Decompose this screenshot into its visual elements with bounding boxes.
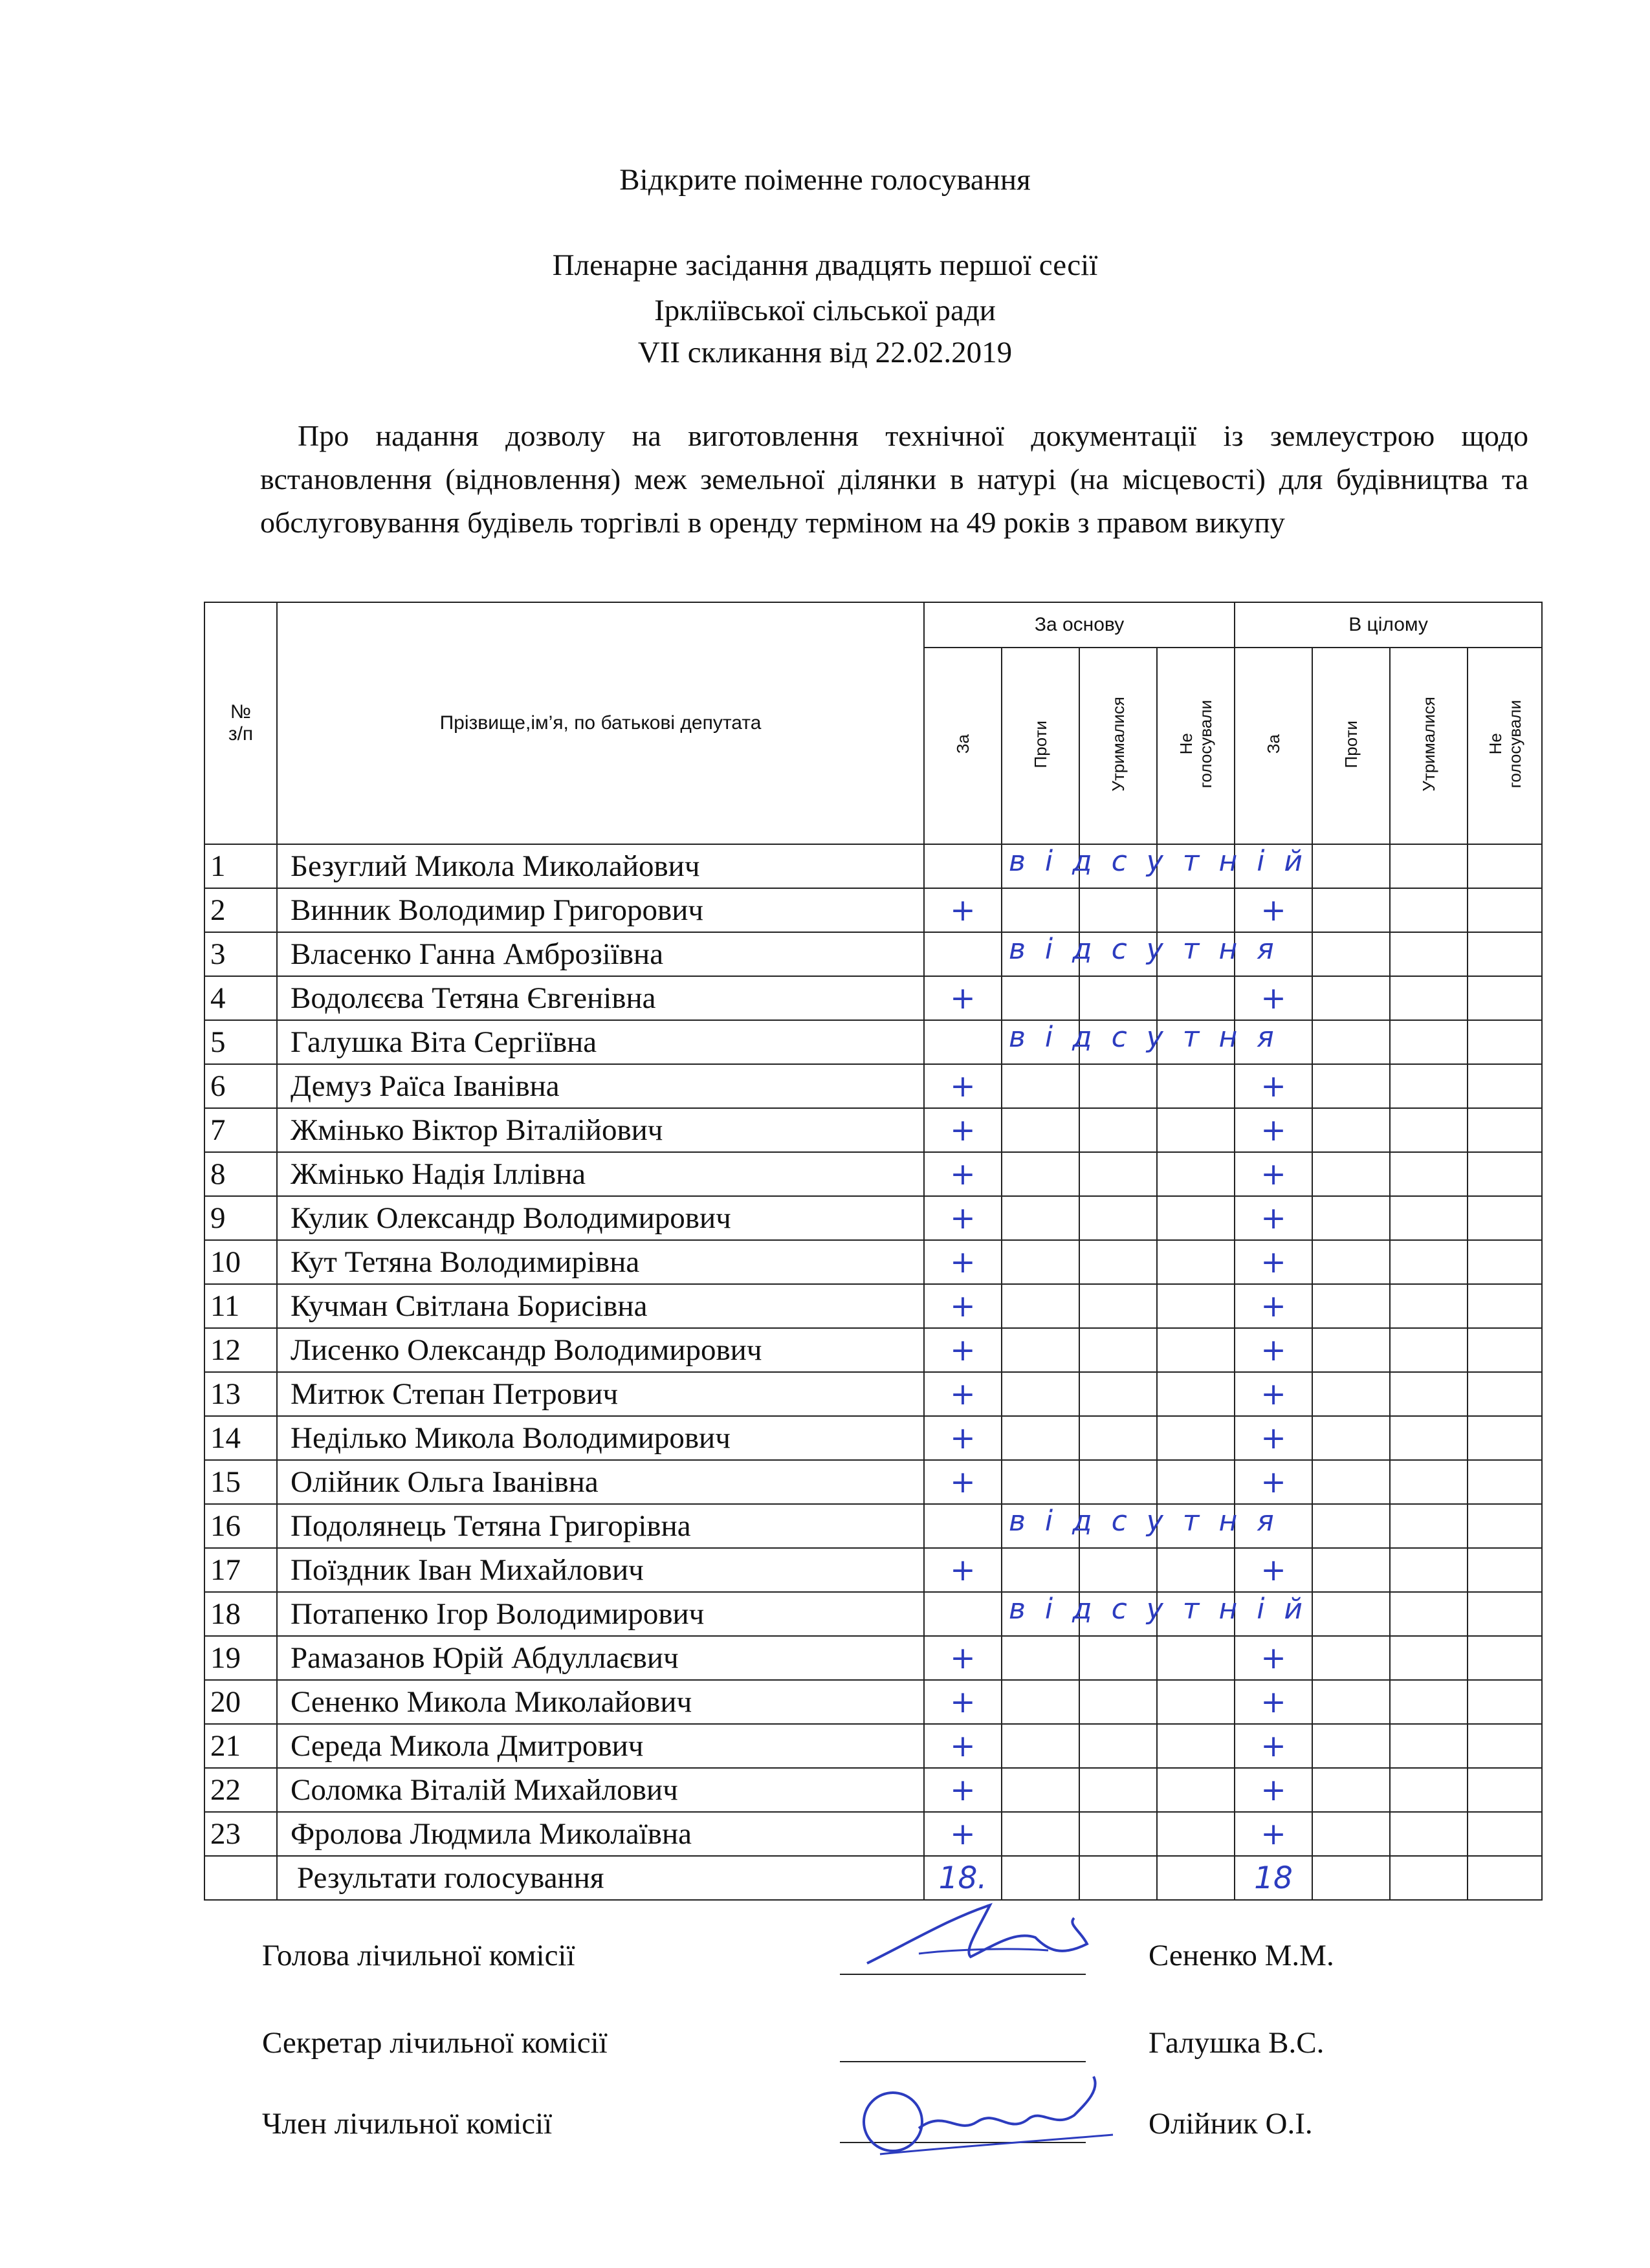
vote-against-basis	[1002, 888, 1079, 932]
chair-name: Сененко М.М.	[1149, 1939, 1334, 1972]
vote-for-basis: +	[924, 1768, 1002, 1812]
vote-against-basis	[1002, 1196, 1079, 1240]
vote-not-voted-whole	[1468, 1768, 1542, 1812]
vote-not-voted-whole	[1468, 1460, 1542, 1504]
session-header: Пленарне засідання двадцять першої сесії	[552, 248, 1098, 282]
vote-not-voted-whole	[1468, 1680, 1542, 1724]
vote-for-basis	[924, 1020, 1293, 1064]
vote-against-whole	[1312, 1548, 1390, 1592]
vote-against-whole	[1312, 1504, 1390, 1548]
vote-not-voted-whole	[1468, 1548, 1542, 1592]
signature-member	[0, 2099, 1650, 2164]
vote-abstain-basis	[1079, 1152, 1157, 1196]
table-row	[204, 1328, 1542, 1372]
vote-abstain-basis	[1079, 1548, 1157, 1592]
table-row	[204, 1636, 1542, 1680]
table-row	[204, 1548, 1542, 1592]
vote-against-whole	[1312, 1592, 1390, 1636]
vote-not-voted-whole	[1468, 1504, 1542, 1548]
vote-against-whole	[1312, 1284, 1390, 1328]
table-row	[204, 1812, 1542, 1856]
council-name: Ірклiївської сільської ради	[654, 294, 996, 327]
vote-abstain-basis	[1079, 1812, 1157, 1856]
vote-not-voted-basis	[1157, 1636, 1235, 1680]
table-row	[204, 1064, 1542, 1108]
vote-not-voted-whole	[1468, 844, 1542, 888]
secretary-role: Секретар лічильної комісії	[262, 2026, 608, 2060]
deputy-name: Галушка Віта Сергіївна	[277, 1020, 924, 1064]
vote-abstain-basis	[1079, 1416, 1157, 1460]
vote-table	[204, 602, 1543, 1901]
vote-not-voted-basis	[1157, 1724, 1235, 1768]
row-number: 19	[204, 1636, 277, 1680]
vote-against-whole	[1312, 1768, 1390, 1812]
row-number: 2	[204, 888, 277, 932]
vote-against-basis	[1002, 1724, 1079, 1768]
vote-for-basis	[924, 932, 1293, 976]
vote-against-whole	[1312, 888, 1390, 932]
vote-abstain-whole	[1390, 888, 1468, 932]
vote-against-basis	[1002, 976, 1079, 1020]
subheader-against-whole: Проти	[1312, 648, 1390, 844]
vote-for-whole: +	[1235, 976, 1312, 1020]
vote-against-whole	[1312, 1812, 1390, 1856]
member-signature-scribble	[841, 2064, 1139, 2167]
vote-against-basis	[1002, 1152, 1079, 1196]
row-number: 11	[204, 1284, 277, 1328]
result-for-basis: 18.	[924, 1856, 1002, 1900]
vote-for-whole: +	[1235, 1548, 1312, 1592]
subheader-not-voted-basis: Не голосували	[1157, 648, 1235, 844]
row-number: 21	[204, 1724, 277, 1768]
vote-against-basis	[1002, 1460, 1079, 1504]
table-row	[204, 932, 1542, 976]
table-row	[204, 1372, 1542, 1416]
vote-for-whole: +	[1235, 1328, 1312, 1372]
vote-for-basis: +	[924, 1284, 1002, 1328]
table-row	[204, 888, 1542, 932]
row-number: 13	[204, 1372, 277, 1416]
vote-abstain-basis	[1079, 1108, 1157, 1152]
deputy-name: Подолянець Тетяна Григорівна	[277, 1504, 924, 1548]
vote-against-whole	[1312, 1240, 1390, 1284]
row-number: 16	[204, 1504, 277, 1548]
vote-abstain-whole	[1390, 1680, 1468, 1724]
vote-not-voted-whole	[1468, 1108, 1542, 1152]
deputy-name: Неділько Микола Володимирович	[277, 1416, 924, 1460]
vote-not-voted-basis	[1157, 888, 1235, 932]
vote-abstain-basis	[1079, 1284, 1157, 1328]
deputy-name: Середа Микола Дмитрович	[277, 1724, 924, 1768]
vote-not-voted-whole	[1468, 888, 1542, 932]
vote-abstain-whole	[1390, 1284, 1468, 1328]
absent-note: відсутня	[1009, 933, 1293, 966]
result-not-voted-basis	[1157, 1856, 1235, 1900]
member-name: Олійник О.І.	[1149, 2107, 1313, 2141]
absent-note: відсутній	[1009, 845, 1323, 878]
deputy-name: Власенко Ганна Амброзіївна	[277, 932, 924, 976]
result-label: Результати голосування	[277, 1856, 924, 1900]
vote-for-whole: +	[1235, 1460, 1312, 1504]
row-number: 1	[204, 844, 277, 888]
deputy-name: Жмінько Надія Іллівна	[277, 1152, 924, 1196]
table-row	[204, 1240, 1542, 1284]
vote-for-basis: +	[924, 888, 1002, 932]
vote-not-voted-basis	[1157, 1812, 1235, 1856]
vote-against-basis	[1002, 1240, 1079, 1284]
deputy-name: Кут Тетяна Володимирівна	[277, 1240, 924, 1284]
table-row	[204, 1196, 1542, 1240]
subheader-abstain-basis: Утрималися	[1079, 648, 1157, 844]
vote-against-basis	[1002, 1328, 1079, 1372]
subheader-for-whole: За	[1235, 648, 1312, 844]
vote-for-basis: +	[924, 1416, 1002, 1460]
deputy-name: Кучман Світлана Борисівна	[277, 1284, 924, 1328]
vote-not-voted-basis	[1157, 1284, 1235, 1328]
table-row	[204, 1680, 1542, 1724]
deputy-name: Безуглий Микола Миколайович	[277, 844, 924, 888]
vote-abstain-whole	[1390, 1548, 1468, 1592]
vote-abstain-whole	[1390, 1108, 1468, 1152]
vote-abstain-whole	[1390, 1372, 1468, 1416]
deputy-name: Жмінько Віктор Віталійович	[277, 1108, 924, 1152]
subheader-not-voted-whole: Не голосували	[1468, 648, 1542, 844]
vote-for-whole: +	[1235, 1064, 1312, 1108]
table-row	[204, 1284, 1542, 1328]
vote-for-whole: +	[1235, 1284, 1312, 1328]
signature-secretary	[0, 2018, 1650, 2083]
row-number: 5	[204, 1020, 277, 1064]
vote-not-voted-whole	[1468, 1020, 1542, 1064]
vote-abstain-basis	[1079, 888, 1157, 932]
vote-abstain-basis	[1079, 976, 1157, 1020]
vote-against-basis	[1002, 1064, 1079, 1108]
vote-abstain-basis	[1079, 1064, 1157, 1108]
document-title: Відкрите поіменне голосування	[619, 163, 1031, 197]
vote-for-whole: +	[1235, 888, 1312, 932]
vote-not-voted-whole	[1468, 1328, 1542, 1372]
vote-abstain-whole	[1390, 1064, 1468, 1108]
vote-abstain-whole	[1390, 1812, 1468, 1856]
vote-for-basis: +	[924, 1636, 1002, 1680]
vote-not-voted-whole	[1468, 1196, 1542, 1240]
table-row	[204, 1416, 1542, 1460]
row-number: 15	[204, 1460, 277, 1504]
vote-not-voted-whole	[1468, 1416, 1542, 1460]
vote-for-basis	[924, 1592, 1323, 1636]
absent-note: відсутня	[1009, 1505, 1293, 1538]
deputy-name: Поїздник Іван Михайлович	[277, 1548, 924, 1592]
vote-against-whole	[1312, 1020, 1390, 1064]
vote-abstain-whole	[1390, 1020, 1468, 1064]
deputy-name: Лисенко Олександр Володимирович	[277, 1328, 924, 1372]
column-header-name: Прізвище,ім’я, по батькові депутата	[277, 602, 924, 844]
result-for-whole: 18	[1235, 1856, 1312, 1900]
row-number: 8	[204, 1152, 277, 1196]
vote-not-voted-basis	[1157, 1768, 1235, 1812]
row-number: 14	[204, 1416, 277, 1460]
chair-signature-scribble	[841, 1892, 1139, 1983]
vote-not-voted-basis	[1157, 1064, 1235, 1108]
row-number: 9	[204, 1196, 277, 1240]
vote-not-voted-whole	[1468, 1812, 1542, 1856]
vote-not-voted-basis	[1157, 1328, 1235, 1372]
vote-for-whole: +	[1235, 1636, 1312, 1680]
row-number: 22	[204, 1768, 277, 1812]
table-row	[204, 1768, 1542, 1812]
group-header-basis: За основу	[924, 602, 1235, 648]
vote-for-basis: +	[924, 1724, 1002, 1768]
vote-abstain-whole	[1390, 1504, 1468, 1548]
vote-for-basis: +	[924, 1812, 1002, 1856]
vote-for-basis: +	[924, 1548, 1002, 1592]
vote-abstain-basis	[1079, 1460, 1157, 1504]
vote-abstain-whole	[1390, 1636, 1468, 1680]
vote-abstain-whole	[1390, 1768, 1468, 1812]
vote-against-whole	[1312, 1108, 1390, 1152]
vote-not-voted-whole	[1468, 1636, 1542, 1680]
vote-abstain-basis	[1079, 1196, 1157, 1240]
table-row	[204, 1592, 1542, 1636]
member-role: Член лічильної комісії	[262, 2107, 553, 2141]
vote-against-basis	[1002, 1636, 1079, 1680]
vote-against-basis	[1002, 1372, 1079, 1416]
vote-abstain-whole	[1390, 1328, 1468, 1372]
vote-for-basis: +	[924, 1108, 1002, 1152]
result-not-voted-whole	[1468, 1856, 1542, 1900]
vote-not-voted-basis	[1157, 1416, 1235, 1460]
row-number: 12	[204, 1328, 277, 1372]
secretary-name: Галушка В.С.	[1149, 2026, 1325, 2060]
deputy-name: Водолєєва Тетяна Євгенівна	[277, 976, 924, 1020]
vote-for-whole: +	[1235, 1108, 1312, 1152]
vote-for-basis: +	[924, 1372, 1002, 1416]
row-number: 7	[204, 1108, 277, 1152]
deputy-name: Фролова Людмила Миколаївна	[277, 1812, 924, 1856]
column-header-number: № з/п	[204, 602, 277, 844]
vote-abstain-basis	[1079, 1636, 1157, 1680]
vote-not-voted-whole	[1468, 976, 1542, 1020]
table-row	[204, 1108, 1542, 1152]
vote-against-whole	[1312, 1196, 1390, 1240]
vote-abstain-basis	[1079, 1372, 1157, 1416]
vote-for-whole: +	[1235, 1724, 1312, 1768]
vote-abstain-whole	[1390, 932, 1468, 976]
vote-abstain-whole	[1390, 1592, 1468, 1636]
vote-for-basis: +	[924, 1460, 1002, 1504]
vote-not-voted-basis	[1157, 1196, 1235, 1240]
deputy-name: Демуз Раїса Іванівна	[277, 1064, 924, 1108]
vote-against-whole	[1312, 1152, 1390, 1196]
vote-abstain-basis	[1079, 1680, 1157, 1724]
vote-for-whole: +	[1235, 1416, 1312, 1460]
deputy-name: Кулик Олександр Володимирович	[277, 1196, 924, 1240]
vote-against-basis	[1002, 1680, 1079, 1724]
deputy-name: Винник Володимир Григорович	[277, 888, 924, 932]
table-row	[204, 976, 1542, 1020]
vote-against-whole	[1312, 932, 1390, 976]
vote-not-voted-whole	[1468, 1372, 1542, 1416]
vote-not-voted-whole	[1468, 1724, 1542, 1768]
deputy-name: Олійник Ольга Іванівна	[277, 1460, 924, 1504]
vote-not-voted-basis	[1157, 1152, 1235, 1196]
result-against-whole	[1312, 1856, 1390, 1900]
vote-abstain-basis	[1079, 1768, 1157, 1812]
vote-for-basis: +	[924, 1152, 1002, 1196]
vote-not-voted-basis	[1157, 976, 1235, 1020]
table-row	[204, 1460, 1542, 1504]
deputy-name: Потапенко Ігор Володимирович	[277, 1592, 924, 1636]
vote-for-basis	[924, 1504, 1293, 1548]
group-header-whole: В цілому	[1235, 602, 1542, 648]
vote-abstain-whole	[1390, 844, 1468, 888]
deputy-name: Рамазанов Юрій Абдуллаєвич	[277, 1636, 924, 1680]
vote-against-whole	[1312, 1064, 1390, 1108]
subheader-against-basis: Проти	[1002, 648, 1079, 844]
vote-for-whole: +	[1235, 1812, 1312, 1856]
secretary-signature-line	[840, 2023, 1086, 2062]
vote-not-voted-basis	[1157, 1680, 1235, 1724]
vote-not-voted-basis	[1157, 1548, 1235, 1592]
vote-against-whole	[1312, 1636, 1390, 1680]
vote-not-voted-whole	[1468, 932, 1542, 976]
vote-not-voted-whole	[1468, 1152, 1542, 1196]
row-number: 10	[204, 1240, 277, 1284]
vote-abstain-whole	[1390, 1460, 1468, 1504]
vote-against-whole	[1312, 844, 1390, 888]
signature-chair	[0, 1931, 1650, 1996]
vote-against-whole	[1312, 976, 1390, 1020]
absent-note: відсутня	[1009, 1021, 1293, 1054]
table-row	[204, 1020, 1542, 1064]
convocation-date: VII скликання від 22.02.2019	[637, 336, 1013, 369]
vote-against-basis	[1002, 1416, 1079, 1460]
table-row	[204, 1504, 1542, 1548]
row-number: 18	[204, 1592, 277, 1636]
vote-rows	[204, 844, 1542, 1856]
vote-for-whole: +	[1235, 1152, 1312, 1196]
result-empty-cell	[204, 1856, 277, 1900]
table-row	[204, 1152, 1542, 1196]
deputy-name: Соломка Віталій Михайлович	[277, 1768, 924, 1812]
vote-against-basis	[1002, 1284, 1079, 1328]
row-number: 3	[204, 932, 277, 976]
vote-for-basis: +	[924, 976, 1002, 1020]
vote-for-whole: +	[1235, 1372, 1312, 1416]
deputy-name: Митюк Степан Петрович	[277, 1372, 924, 1416]
vote-against-basis	[1002, 1548, 1079, 1592]
chair-role: Голова лічильної комісії	[262, 1939, 575, 1972]
row-number: 4	[204, 976, 277, 1020]
vote-against-whole	[1312, 1460, 1390, 1504]
resolution-subject: Про надання дозволу на виготовлення технічної документації із землеустрою щодо встановлення (відновлення) меж земельної ділянки в натурі (на місцевості) для будівництва та обслуговування будівель торгівлі в оренду терміном на 49 років з правом викупу	[260, 419, 1528, 539]
vote-abstain-whole	[1390, 976, 1468, 1020]
vote-against-basis	[1002, 1108, 1079, 1152]
vote-abstain-whole	[1390, 1152, 1468, 1196]
subheader-abstain-whole: Утрималися	[1390, 648, 1468, 844]
subheader-for-basis: За	[924, 648, 1002, 844]
table-row	[204, 1724, 1542, 1768]
vote-against-whole	[1312, 1372, 1390, 1416]
vote-for-whole: +	[1235, 1768, 1312, 1812]
vote-for-basis: +	[924, 1328, 1002, 1372]
deputy-name: Сененко Микола Миколайович	[277, 1680, 924, 1724]
vote-against-basis	[1002, 1768, 1079, 1812]
vote-for-whole: +	[1235, 1680, 1312, 1724]
vote-not-voted-whole	[1468, 1592, 1542, 1636]
vote-not-voted-basis	[1157, 1460, 1235, 1504]
vote-abstain-basis	[1079, 1724, 1157, 1768]
vote-against-whole	[1312, 1724, 1390, 1768]
vote-abstain-whole	[1390, 1196, 1468, 1240]
vote-abstain-whole	[1390, 1240, 1468, 1284]
vote-abstain-basis	[1079, 1240, 1157, 1284]
vote-not-voted-basis	[1157, 1108, 1235, 1152]
vote-not-voted-whole	[1468, 1240, 1542, 1284]
vote-against-basis	[1002, 1812, 1079, 1856]
vote-for-whole: +	[1235, 1240, 1312, 1284]
vote-abstain-whole	[1390, 1416, 1468, 1460]
row-number: 17	[204, 1548, 277, 1592]
vote-not-voted-whole	[1468, 1064, 1542, 1108]
result-abstain-whole	[1390, 1856, 1468, 1900]
vote-against-whole	[1312, 1328, 1390, 1372]
vote-for-basis: +	[924, 1064, 1002, 1108]
table-row	[204, 844, 1542, 888]
vote-not-voted-basis	[1157, 1372, 1235, 1416]
vote-abstain-basis	[1079, 1328, 1157, 1372]
vote-for-basis	[924, 844, 1323, 888]
row-number: 6	[204, 1064, 277, 1108]
vote-for-basis: +	[924, 1196, 1002, 1240]
row-number: 23	[204, 1812, 277, 1856]
vote-against-whole	[1312, 1416, 1390, 1460]
vote-abstain-whole	[1390, 1724, 1468, 1768]
vote-for-basis: +	[924, 1680, 1002, 1724]
vote-against-whole	[1312, 1680, 1390, 1724]
vote-not-voted-whole	[1468, 1284, 1542, 1328]
vote-for-whole: +	[1235, 1196, 1312, 1240]
row-number: 20	[204, 1680, 277, 1724]
vote-not-voted-basis	[1157, 1240, 1235, 1284]
vote-for-basis: +	[924, 1240, 1002, 1284]
absent-note: відсутній	[1009, 1593, 1323, 1626]
